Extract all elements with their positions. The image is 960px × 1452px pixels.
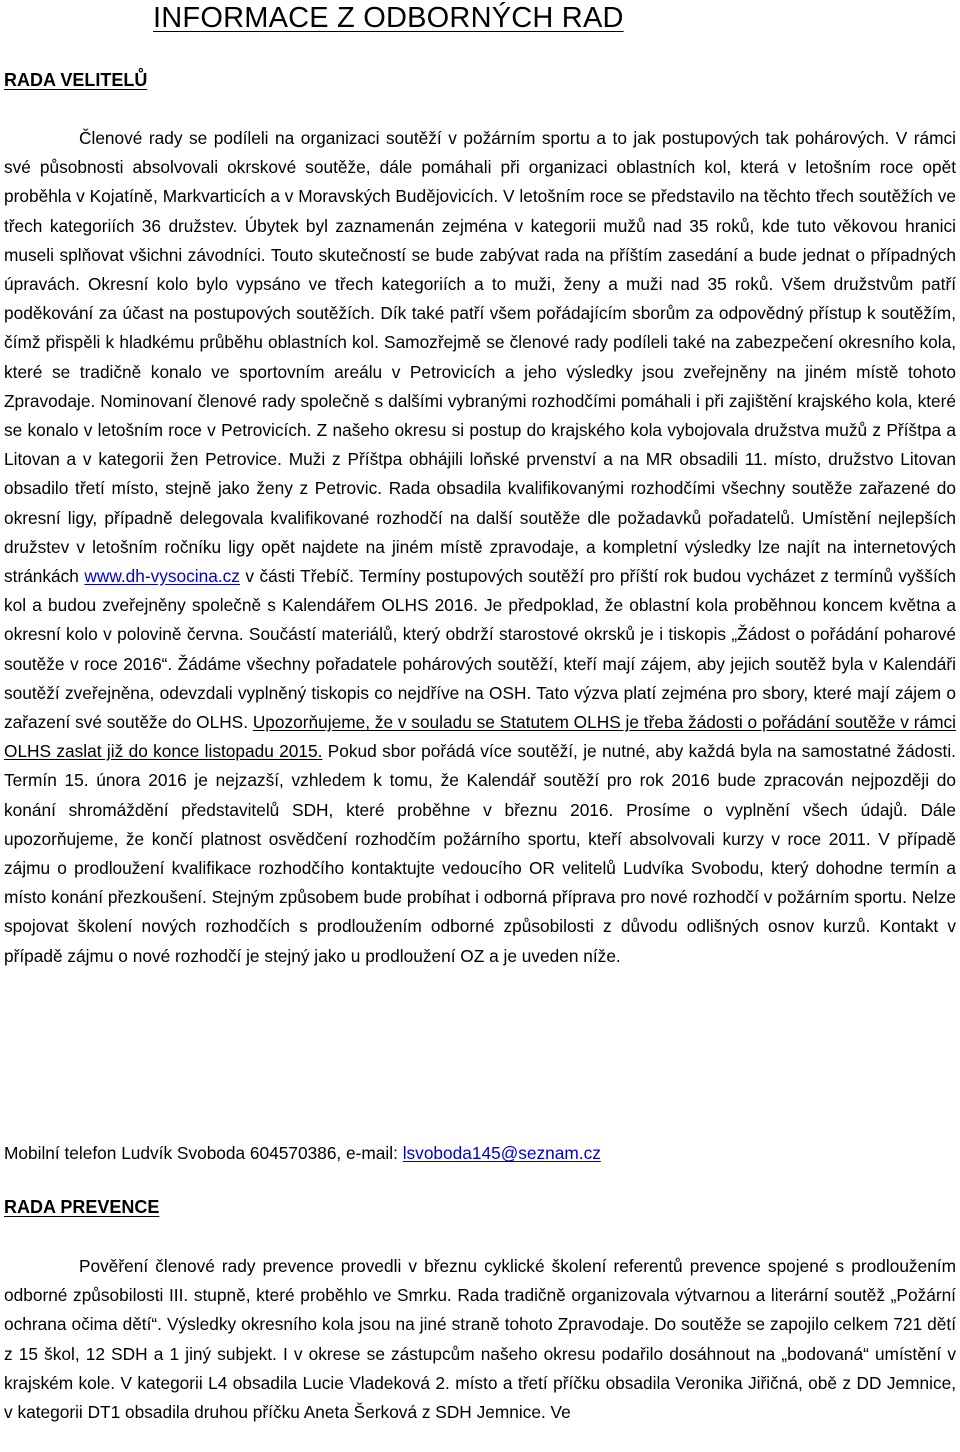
document-title: INFORMACE Z ODBORNÝCH RAD (153, 2, 624, 34)
section-paragraph-rada-prevence: Pověření členové rady prevence provedli v březnu cyklické školení referentů prevence spojené s prodloužením odborné způsobilosti III. stupně, které proběhlo ve Smrku. Rada tradičně organizovala výtvarnou a literární soutěž „Požární ochrana očima dětí“. Výsledky okresního kola jsou na jiné straně tohoto Zpravodaje. Do soutěže se zapojilo celkem 721 dětí z 15 škol, 12 SDH a 1 jiný subjekt. I v okrese se zástupcům našeho okresu podařilo dosáhnout na „bodovaná“ umístění v krajském kole. V kategorii L4 obsadila Lucie Vladeková 2. místo a třetí příčku obsadila Veronika Jiřičná, obě z DD Jemnice, v kategorii DT1 obsadila druhou příčku Aneta Šerková z SDH Jemnice. Ve (4, 1256, 956, 1423)
email-link[interactable]: lsvoboda145@seznam.cz (402, 1143, 601, 1163)
section-heading-rada-velitelu: RADA VELITELŮ (4, 70, 148, 90)
paragraph-text: v části Třebíč. Termíny postupových soutěží pro příští rok budou vycházet z termínů vyšších kol a budou zveřejněny společně s Kalendářem OLHS 2016. Je předpoklad, že oblastní kola proběhnou koncem května a okresní kolo v polovině června. Součástí materiálů, který obdrží starostové okrsků je i tiskopis „Žádost o pořádání poharové soutěže v roce 2016“. Žádáme všechny pořadatele pohárových soutěží, kteří mají zájem, aby jejich soutěž byla v Kalendáři soutěží zveřejněna, odevzdali vyplněný tiskopis co nejdříve na OSH. Tato výzva platí zejména pro sbory, které mají zájem o zařazení své soutěže do OLHS. (4, 566, 956, 733)
contact-label: Mobilní telefon Ludvík Svoboda 604570386, e-mail: (4, 1143, 403, 1163)
section-heading-rada-prevence: RADA PREVENCE (4, 1197, 160, 1217)
paragraph-text: Členové rady se podíleli na organizaci soutěží v požárním sportu a to jak postupových tak pohárových. V rámci své působnosti absolvovali okrskové soutěže, dále pomáhali při organizaci oblastních kol, která v letošním roce opět proběhla v Kojatíně, Markvarticích a v Moravských Budějovicích. V letošním roce se představilo na těchto třech soutěžích ve třech kategoriích 36 družstev. Úbytek byl zaznamenán zejména v kategorii mužů nad 35 roků, kde tuto věkovou hranici museli splňovat všichni závodníci. Touto skutečností se bude zabývat rada na příštím zasedání a bude jednat o případných úpravách. Okresní kolo bylo vypsáno ve třech kategoriích a to muži, ženy a muži nad 35 roků. Všem družstvům patří poděkování za účast na postupových soutěžích. Dík také patří všem pořádajícím sborům za odpovědný přístup k soutěžím, čímž přispěli k hladkému průběhu oblastních kol. Samozřejmě se členové rady podíleli také na zabezpečení okresního kola, které se tradičně konalo ve sportovním areálu v Petrovicích a jeho výsledky jsou zveřejněny na jiném místě tohoto Zpravodaje. Nominovaní členové rady společně s dalšími vybranými rozhodčími pomáhali i při zajištění krajského kola, které se konalo v letošním roce v Petrovicích. Z našeho okresu si postup do krajského kola vybojovala družstva mužů z Příštpa a Litovan a v kategorii žen Petrovice. Muži z Příštpa obhájili loňské prvenství a na MR obsadili 11. místo, družstvo Litovan obsadilo třetí místo, stejně jako ženy z Petrovic. Rada obsadila kvalifikovanými rozhodčími všechny soutěže zařazené do okresní ligy, případně delegovala kvalifikované rozhodčí na další soutěže dle požadavků pořadatelů. Umístění nejlepších družstev v letošním ročníku ligy opět najdete na jiném místě zpravodaje, a kompletní výsledky lze najít na internetových stránkách (4, 128, 956, 587)
section-paragraph-rada-velitelu (4, 124, 956, 971)
paragraph-text: Pokud sbor pořádá více soutěží, je nutné, aby každá byla na samostatné žádosti. Termín 15. února 2016 je nejzazší, vzhledem k tomu, že Kalendář soutěží pro rok 2016 bude zpracován nejpozději do konání shromáždění představitelů SDH, které proběhne v březnu 2016. Prosíme o vyplnění všech údajů. Dále upozorňujeme, že končí platnost osvědčení rozhodčím požárního sportu, kteří absolvovali kurzy v roce 2011. V případě zájmu o prodloužení kvalifikace rozhodčího kontaktujte vedoucího OR velitelů Ludvíka Svobodu, který dohodne termín a místo konání přezkoušení. Stejným způsobem bude probíhat i odborná příprava pro nové rozhodčí v požárním sportu. Nelze spojovat školení nových rozhodčích s prodloužením odborné způsobilosti z důvodu odlišných osnov kurzů. Kontakt v případě zájmu o nové rozhodčí je stejný jako u prodloužení OZ a je uveden níže. (4, 741, 956, 966)
contact-line (4, 1139, 601, 1168)
website-link[interactable]: www.dh-vysocina.cz (84, 566, 240, 587)
underlined-notice: Upozorňujeme, že v souladu se Statutem OLHS je třeba žádosti o pořádání soutěže v rámci OLHS zaslat již do konce listopadu 2015. (4, 712, 956, 762)
